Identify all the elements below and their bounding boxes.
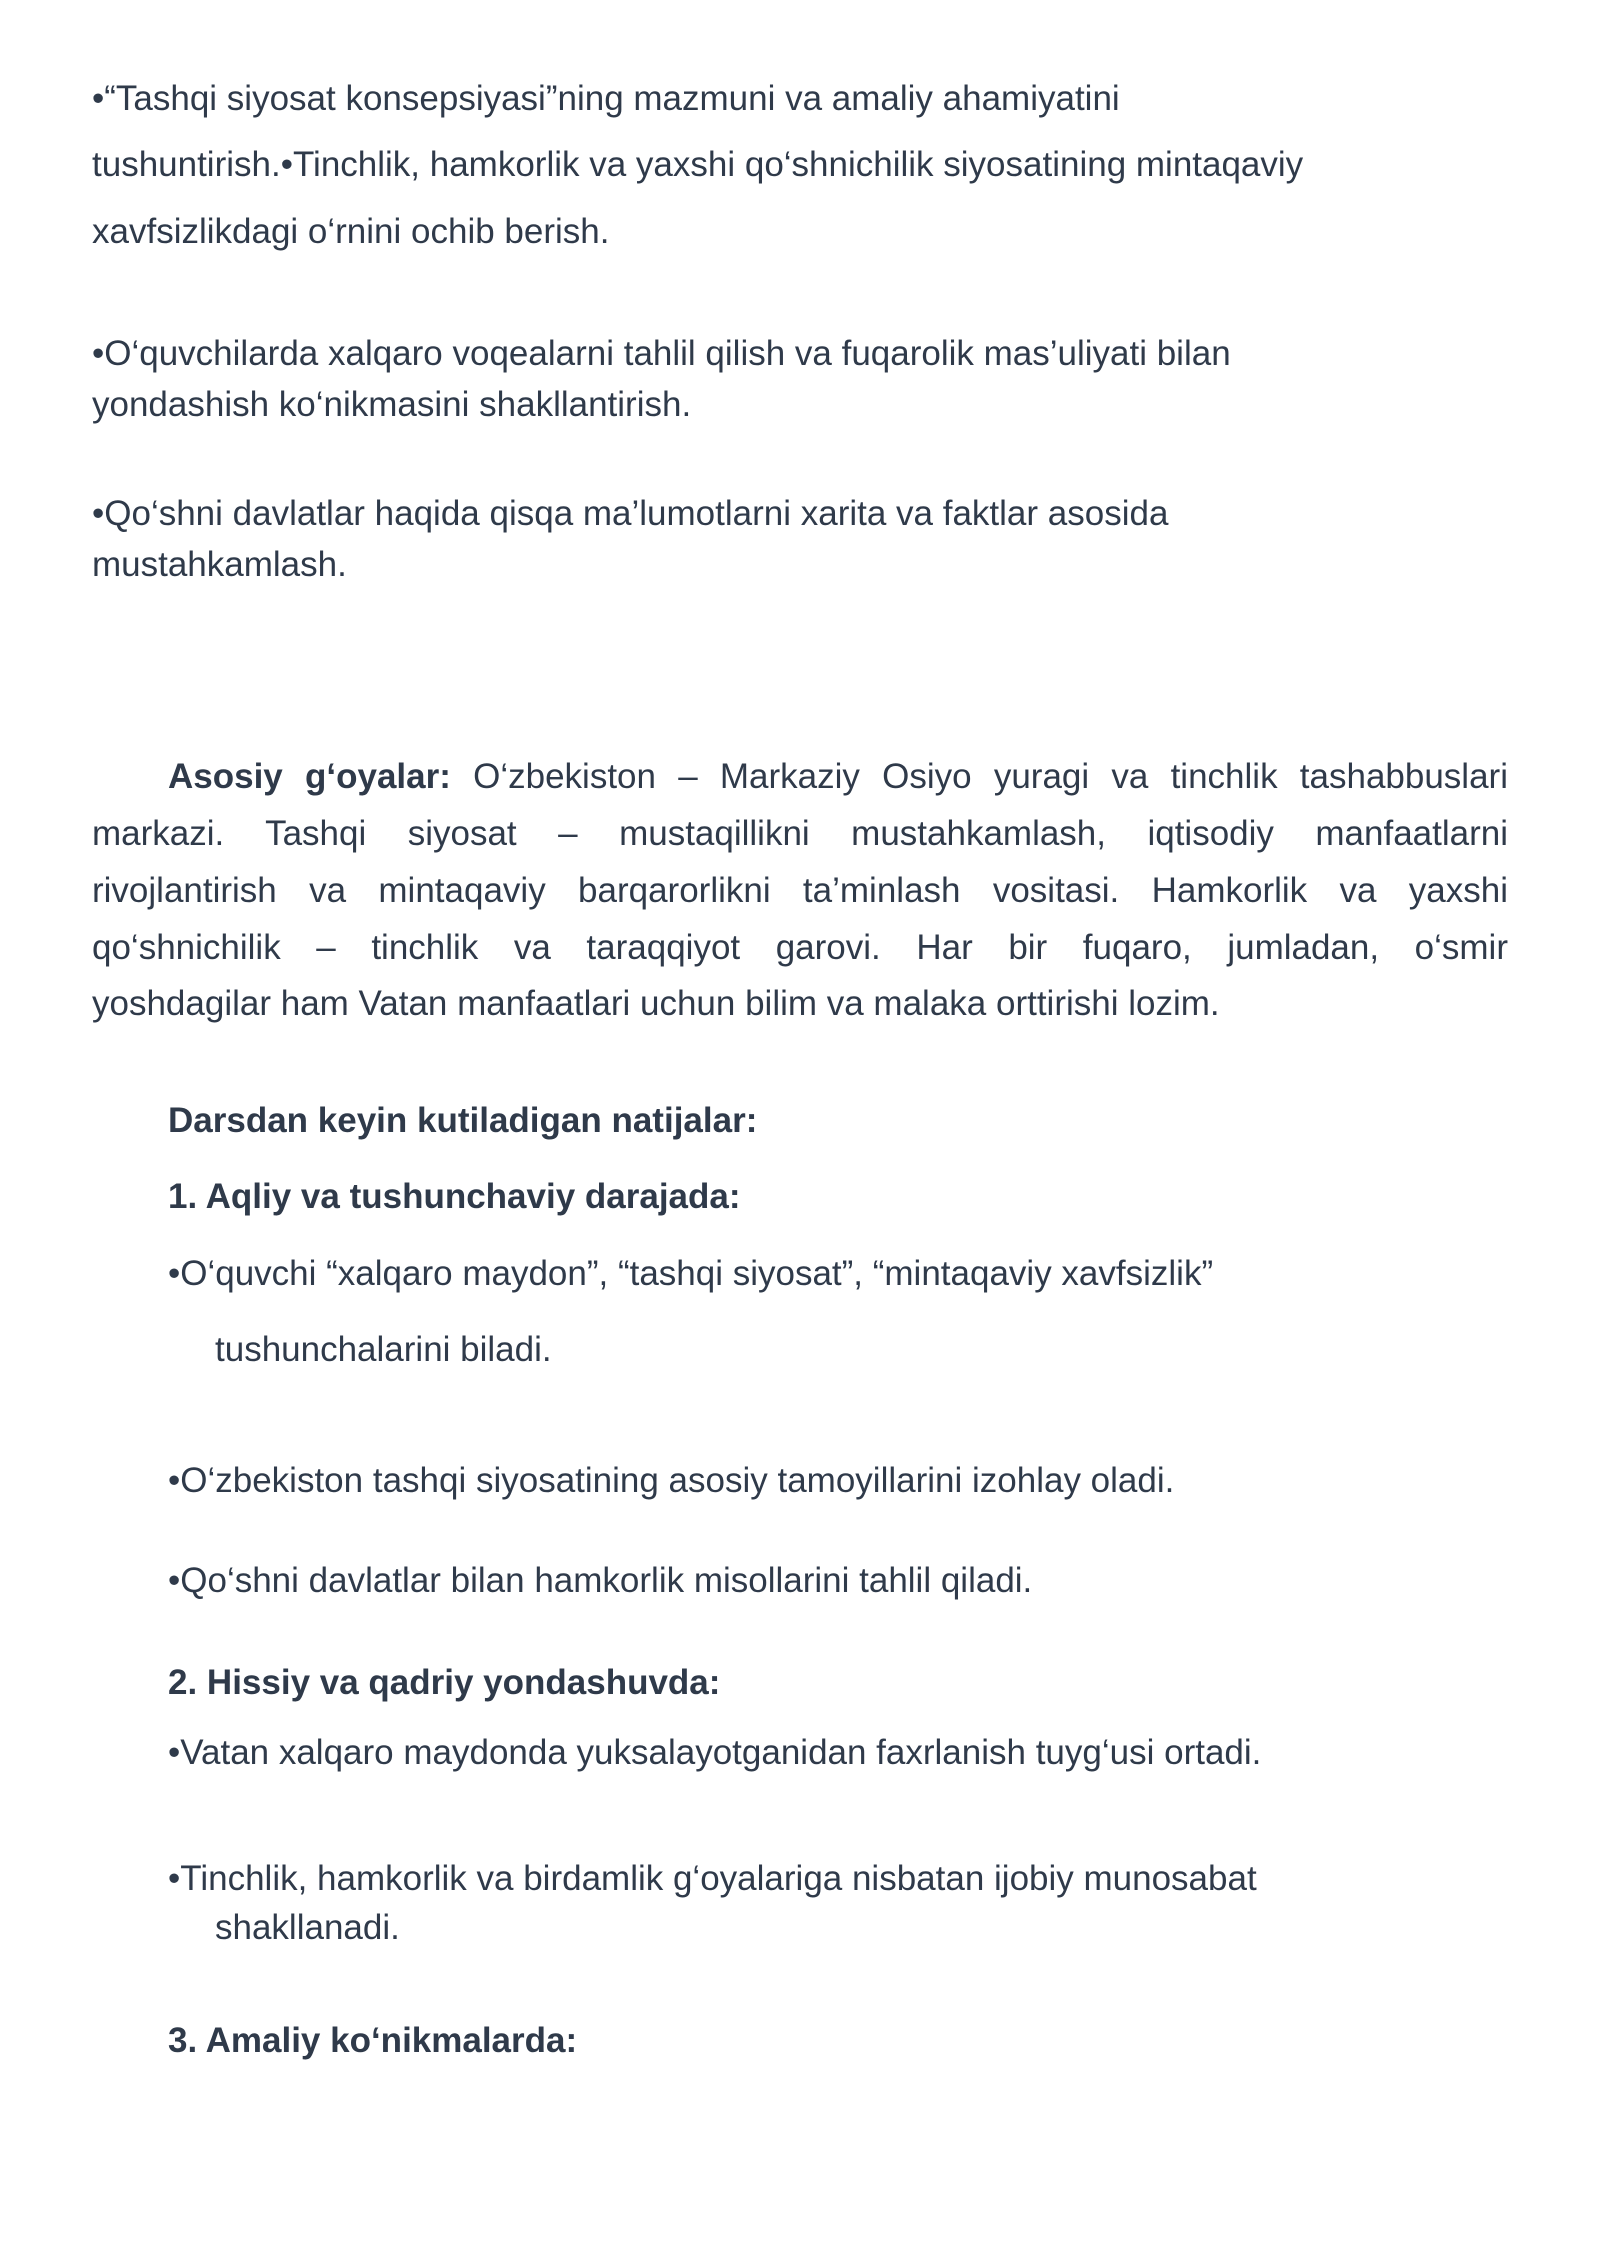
- objective-line: •“Tashqi siyosat konsepsiyasi”ning mazmuni va amaliy ahamiyatini: [92, 79, 1120, 118]
- result-bullet: •Qo‘shni davlatlar bilan hamkorlik misollarini tahlil qiladi.: [168, 1561, 1033, 1600]
- main-ideas-line: yoshdagilar ham Vatan manfaatlari uchun bilim va malaka orttirishi lozim.: [92, 984, 1220, 1023]
- main-ideas-line: qo‘shnichilik – tinchlik va taraqqiyot garovi. Har bir fuqaro, jumladan, o‘smir: [92, 928, 1508, 967]
- objective-line: yondashish ko‘nikmasini shakllantirish.: [92, 385, 692, 424]
- main-ideas-line: rivojlantirish va mintaqaviy barqarorlikni ta’minlash vositasi. Hamkorlik va yaxshi: [92, 871, 1508, 910]
- results-heading: Darsdan keyin kutiladigan natijalar:: [168, 1101, 758, 1140]
- section-heading: 3. Amaliy ko‘nikmalarda:: [168, 2021, 578, 2060]
- objective-line: mustahkamlash.: [92, 545, 347, 584]
- objective-line: •Qo‘shni davlatlar haqida qisqa ma’lumotlarni xarita va faktlar asosida: [92, 494, 1169, 533]
- result-bullet: •O‘zbekiston tashqi siyosatining asosiy tamoyillarini izohlay oladi.: [168, 1461, 1175, 1500]
- result-bullet-continuation: shakllanadi.: [215, 1908, 400, 1947]
- objective-line: xavfsizlikdagi o‘rnini ochib berish.: [92, 212, 610, 251]
- objective-line: •O‘quvchilarda xalqaro voqealarni tahlil qilish va fuqarolik mas’uliyati bilan: [92, 334, 1231, 373]
- result-bullet: •Vatan xalqaro maydonda yuksalayotganidan faxrlanish tuyg‘usi ortadi.: [168, 1733, 1262, 1772]
- result-bullet: •Tinchlik, hamkorlik va birdamlik g‘oyalariga nisbatan ijobiy munosabat: [168, 1859, 1257, 1898]
- result-bullet: •O‘quvchi “xalqaro maydon”, “tashqi siyosat”, “mintaqaviy xavfsizlik”: [168, 1254, 1214, 1293]
- main-ideas-line: Asosiy g‘oyalar: O‘zbekiston – Markaziy Osiyo yuragi va tinchlik tashabbuslari: [168, 757, 1508, 796]
- main-ideas-label: Asosiy g‘oyalar:: [168, 757, 451, 796]
- section-heading: 2. Hissiy va qadriy yondashuvda:: [168, 1663, 721, 1702]
- main-ideas-line: markazi. Tashqi siyosat – mustaqillikni mustahkamlash, iqtisodiy manfaatlarni: [92, 814, 1508, 853]
- objective-line: tushuntirish.•Tinchlik, hamkorlik va yaxshi qo‘shnichilik siyosatining mintaqaviy: [92, 145, 1304, 184]
- result-bullet-continuation: tushunchalarini biladi.: [215, 1330, 552, 1369]
- section-heading: 1. Aqliy va tushunchaviy darajada:: [168, 1177, 741, 1216]
